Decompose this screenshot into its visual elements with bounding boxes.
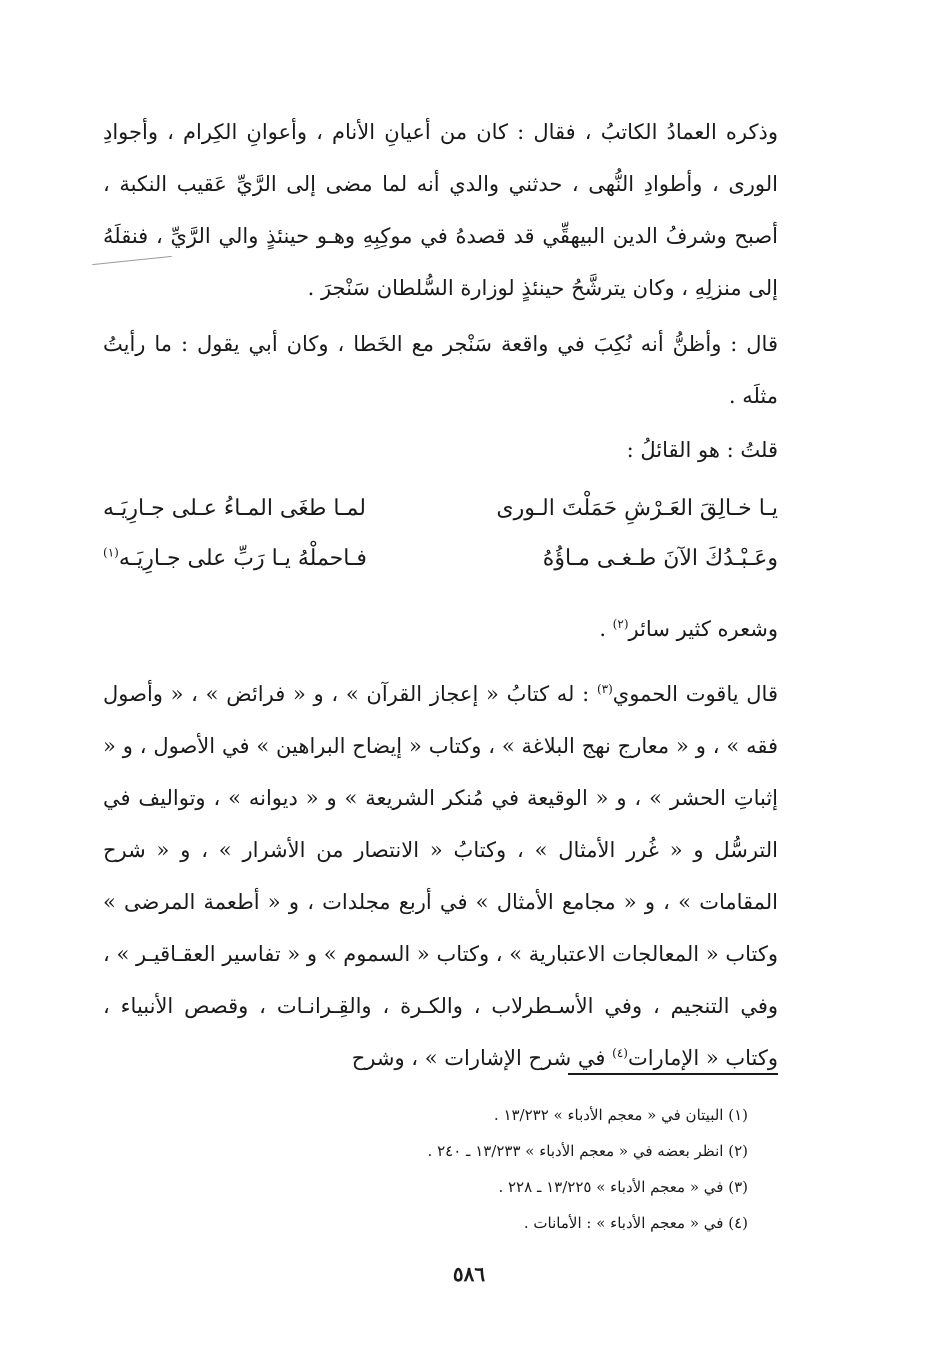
page-number: ٥٨٦: [452, 1262, 486, 1286]
paragraph-poetry-note: [103, 603, 778, 655]
paragraph-text: وذكره العمادُ الكاتبُ ، فقال : كان من أعيانِ الأنام ، وأعوانِ الكِرام ، وأجوادِ الورى ، وأطوادِ النُّهى ، حدثني والدي أنه لما مضى إلى الرَّيِّ عَقيب النكبة ، أصبح وشرفُ الدين البيهقِّي قد قصدهُ في موكِبِهِ وهـو حينئذٍ والي الرَّيِّ ، فنقلَهُ إلى منزلِهِ ، وكان يترشَّحُ حينئذٍ لوزارة السُّلطان سَنْجرَ .: [103, 120, 778, 300]
verse-line: [103, 496, 778, 544]
paragraph-yaqut: [103, 668, 778, 1084]
footnote-2: (٢) انظر بعضه في « معجم الأدباء » ١٣/٢٣٣ ـ ٢٤٠ .: [427, 1142, 748, 1160]
paragraph-text-part: : له كتابُ « إعجاز القرآن » ، و « فرائض » ، « وأصول فقه » ، و « معارج نهج البلاغة » ، وكتاب « إيضاح البراهين » في الأصول ، و « إثباتِ الحشر » ، و « الوقيعة في مُنكر الشريعة » و « ديوانه » ، وتواليف في الترسُّل و « غُرر الأمثال » ، وكتابُ « الانتصار من الأشرار » ، و « شرح المقامات » ، و « مجامع الأمثال » في أربع مجلدات ، و « أطعمة المرضى » وكتاب « المعالجات الاعتبارية » ، وكتاب « السموم » و « تفاسير العقـاقيـر » ، وفي التنجيم ، وفي الأسـطرلاب ، والكـرة ، والقِـرانـات ، وقصص الأنبياء ، وكتاب « الإمارات: [103, 682, 778, 1070]
paragraph-text-part: قال ياقوت الحموي: [612, 682, 778, 706]
paragraph-text: قلتُ : هو القائلُ :: [626, 438, 778, 462]
footnote-ref: (٣): [596, 682, 613, 696]
paragraph-verse-intro: [103, 424, 778, 476]
footnote-3: (٣) في « معجم الأدباء » ١٣/٢٢٥ ـ ٢٢٨ .: [498, 1178, 748, 1196]
verse-text: فـاحملْهُ يـا رَبِّ على جـارِيَـه: [118, 546, 367, 571]
paragraph-imad-katib: [103, 106, 778, 314]
paragraph-sanjar: [103, 318, 778, 422]
footnote-ref: (١): [103, 545, 119, 560]
footnotes: [148, 1097, 748, 1241]
paragraph-text: [103, 603, 778, 655]
paragraph-text-part: في شرح الإشارات » ، وشرح: [351, 1046, 613, 1070]
verse-second-hemistich: لمـا طغَى المـاءُ عـلى جـارِيَـه: [103, 496, 366, 521]
paragraph-text: قال : وأظنُّ أنه نُكِبَ في واقعة سَنْجر مع الخَطا ، وكان أبي يقول : ما رأيتُ مثلَه .: [103, 332, 778, 408]
footnote-1: (١) البيتان في « معجم الأدباء » ١٣/٢٣٢ .: [493, 1106, 748, 1124]
footnote-ref: (٢): [612, 617, 629, 631]
verse-second-hemistich: [103, 546, 367, 571]
paragraph-text-part: .: [599, 617, 613, 641]
verse-line: [103, 546, 778, 594]
paragraph-text: [103, 668, 778, 1084]
footnote-ref: (٤): [612, 1046, 628, 1060]
footnote-separator: [568, 1073, 778, 1075]
verse-first-hemistich: وعَـبْـدُكَ الآنَ طـغـى مـاؤُهُ: [542, 546, 778, 571]
verse-first-hemistich: يـا خـالِقَ العَـرْشِ حَمَلْتَ الـورى: [496, 496, 778, 521]
footnote-4: (٤) في « معجم الأدباء » : الأمانات .: [523, 1214, 748, 1232]
paragraph-text-part: وشعره كثير سائر: [628, 617, 778, 641]
